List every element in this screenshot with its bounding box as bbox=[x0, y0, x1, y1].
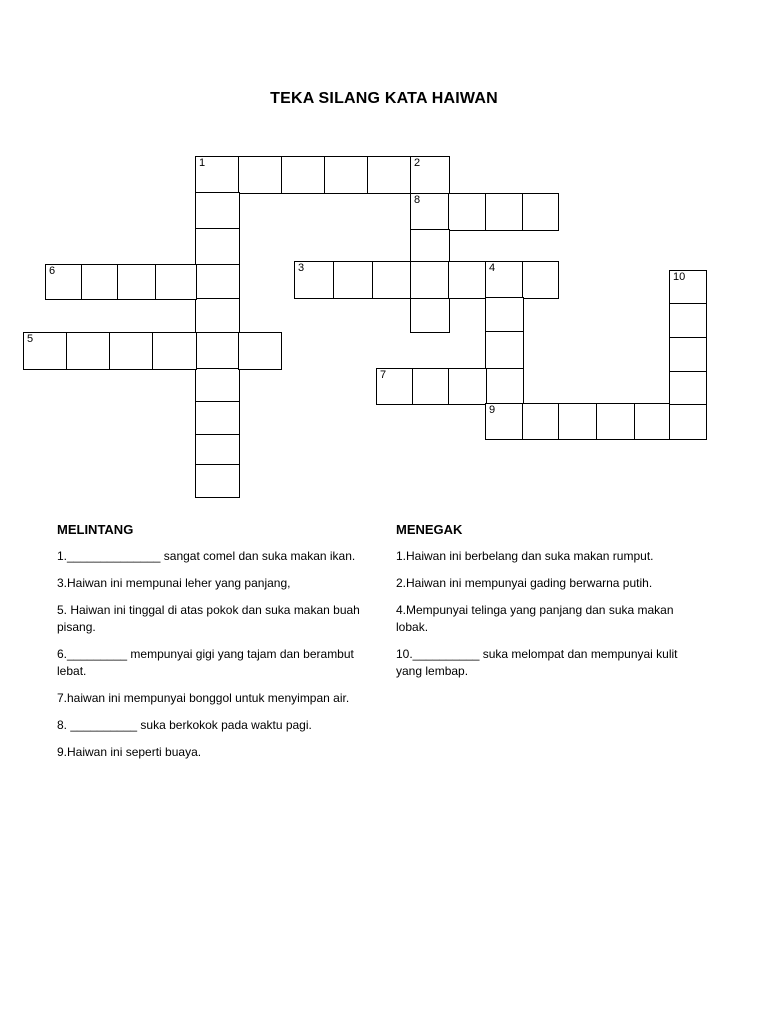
crossword-cell[interactable] bbox=[333, 261, 374, 299]
crossword-cell[interactable] bbox=[410, 193, 450, 231]
crossword-cell[interactable] bbox=[410, 261, 450, 299]
crossword-cell[interactable] bbox=[448, 368, 487, 405]
crossword-cell[interactable] bbox=[448, 261, 487, 299]
crossword-cell[interactable] bbox=[195, 192, 240, 230]
crossword-cell[interactable] bbox=[281, 156, 326, 194]
clue-number: 7 bbox=[380, 369, 387, 381]
crossword-cell[interactable] bbox=[376, 368, 414, 405]
clue-number: 4 bbox=[489, 262, 496, 274]
clue-across-1: 1.______________ sangat comel dan suka makan ikan. bbox=[57, 549, 356, 563]
crossword-cell[interactable] bbox=[372, 261, 412, 299]
clue-down-4: 4.Mempunyai telinga yang panjang dan suka makan lobak. bbox=[396, 603, 674, 634]
crossword-cell[interactable] bbox=[669, 403, 707, 440]
clue-number: 3 bbox=[298, 262, 305, 274]
crossword-cell[interactable] bbox=[238, 332, 282, 370]
crossword-cell[interactable] bbox=[195, 298, 240, 334]
crossword-cell[interactable] bbox=[522, 193, 559, 231]
crossword-cell[interactable] bbox=[195, 401, 240, 436]
clue-number: 6 bbox=[49, 265, 56, 277]
crossword-cell[interactable] bbox=[522, 261, 559, 299]
crossword-cell[interactable] bbox=[634, 403, 671, 440]
crossword-cell[interactable] bbox=[596, 403, 636, 440]
crossword-cell[interactable] bbox=[485, 297, 524, 333]
crossword-cell[interactable] bbox=[195, 332, 240, 370]
crossword-cell[interactable] bbox=[485, 403, 524, 440]
crossword-cell[interactable] bbox=[448, 193, 487, 231]
crossword-cell[interactable] bbox=[45, 264, 83, 300]
crossword-cell[interactable] bbox=[117, 264, 157, 300]
clue-across-7: 7.haiwan ini mempunyai bonggol untuk menyimpan air. bbox=[57, 691, 350, 705]
crossword-cell[interactable] bbox=[195, 228, 240, 266]
crossword-cell[interactable] bbox=[558, 403, 598, 440]
clue-across-8: 8. __________ suka berkokok pada waktu pagi. bbox=[57, 718, 312, 732]
crossword-cell[interactable] bbox=[410, 156, 450, 194]
crossword-cell[interactable] bbox=[195, 156, 240, 194]
across-clues bbox=[57, 521, 362, 771]
clue-down-2: 2.Haiwan ini mempunyai gading berwarna putih. bbox=[396, 576, 653, 590]
clue-across-5: 5. Haiwan ini tinggal di atas pokok dan suka makan buah pisang. bbox=[57, 603, 360, 634]
crossword-cell[interactable] bbox=[155, 264, 197, 300]
clue-across-9: 9.Haiwan ini seperti buaya. bbox=[57, 745, 202, 759]
crossword-cell[interactable] bbox=[669, 371, 707, 405]
crossword-cell[interactable] bbox=[66, 332, 111, 370]
crossword-cell[interactable] bbox=[195, 434, 240, 466]
crossword-cell[interactable] bbox=[195, 464, 240, 498]
page-title: TEKA SILANG KATA HAIWAN bbox=[270, 90, 498, 107]
crossword-cell[interactable] bbox=[152, 332, 197, 370]
crossword-cell[interactable] bbox=[367, 156, 412, 194]
crossword-cell[interactable] bbox=[410, 297, 450, 333]
crossword-cell[interactable] bbox=[669, 303, 707, 339]
clue-number: 1 bbox=[199, 157, 206, 169]
clue-across-3: 3.Haiwan ini mempunai leher yang panjang, bbox=[57, 576, 291, 590]
clue-number: 8 bbox=[414, 194, 421, 206]
crossword-cell[interactable] bbox=[669, 270, 707, 305]
crossword-cell[interactable] bbox=[238, 156, 283, 194]
crossword-cell[interactable] bbox=[195, 368, 240, 403]
crossword-cell[interactable] bbox=[485, 368, 524, 405]
crossword-cell[interactable] bbox=[81, 264, 119, 300]
clue-number: 2 bbox=[414, 157, 421, 169]
clue-down-1: 1.Haiwan ini berbelang dan suka makan rumput. bbox=[396, 549, 654, 563]
crossword-cell[interactable] bbox=[324, 156, 369, 194]
crossword-cell[interactable] bbox=[485, 193, 524, 231]
crossword-cell[interactable] bbox=[485, 331, 524, 370]
down-clues bbox=[396, 521, 701, 690]
crossword-cell[interactable] bbox=[410, 229, 450, 263]
crossword-cell[interactable] bbox=[109, 332, 154, 370]
clue-down-10: 10.__________ suka melompat dan mempunyai kulit yang lembap. bbox=[396, 647, 678, 678]
clue-number: 5 bbox=[27, 333, 34, 345]
clue-number: 9 bbox=[489, 404, 496, 416]
crossword-cell[interactable] bbox=[522, 403, 560, 440]
crossword-cell[interactable] bbox=[485, 261, 524, 299]
crossword-cell[interactable] bbox=[294, 261, 335, 299]
down-heading: MENEGAK bbox=[396, 522, 463, 537]
crossword-cell[interactable] bbox=[412, 368, 450, 405]
crossword-cell[interactable] bbox=[195, 264, 240, 300]
across-heading: MELINTANG bbox=[57, 522, 134, 537]
crossword-cell[interactable] bbox=[23, 332, 68, 370]
crossword-cell[interactable] bbox=[669, 337, 707, 373]
clue-across-6: 6._________ mempunyai gigi yang tajam dan berambut lebat. bbox=[57, 647, 354, 678]
clue-number: 10 bbox=[673, 271, 686, 283]
